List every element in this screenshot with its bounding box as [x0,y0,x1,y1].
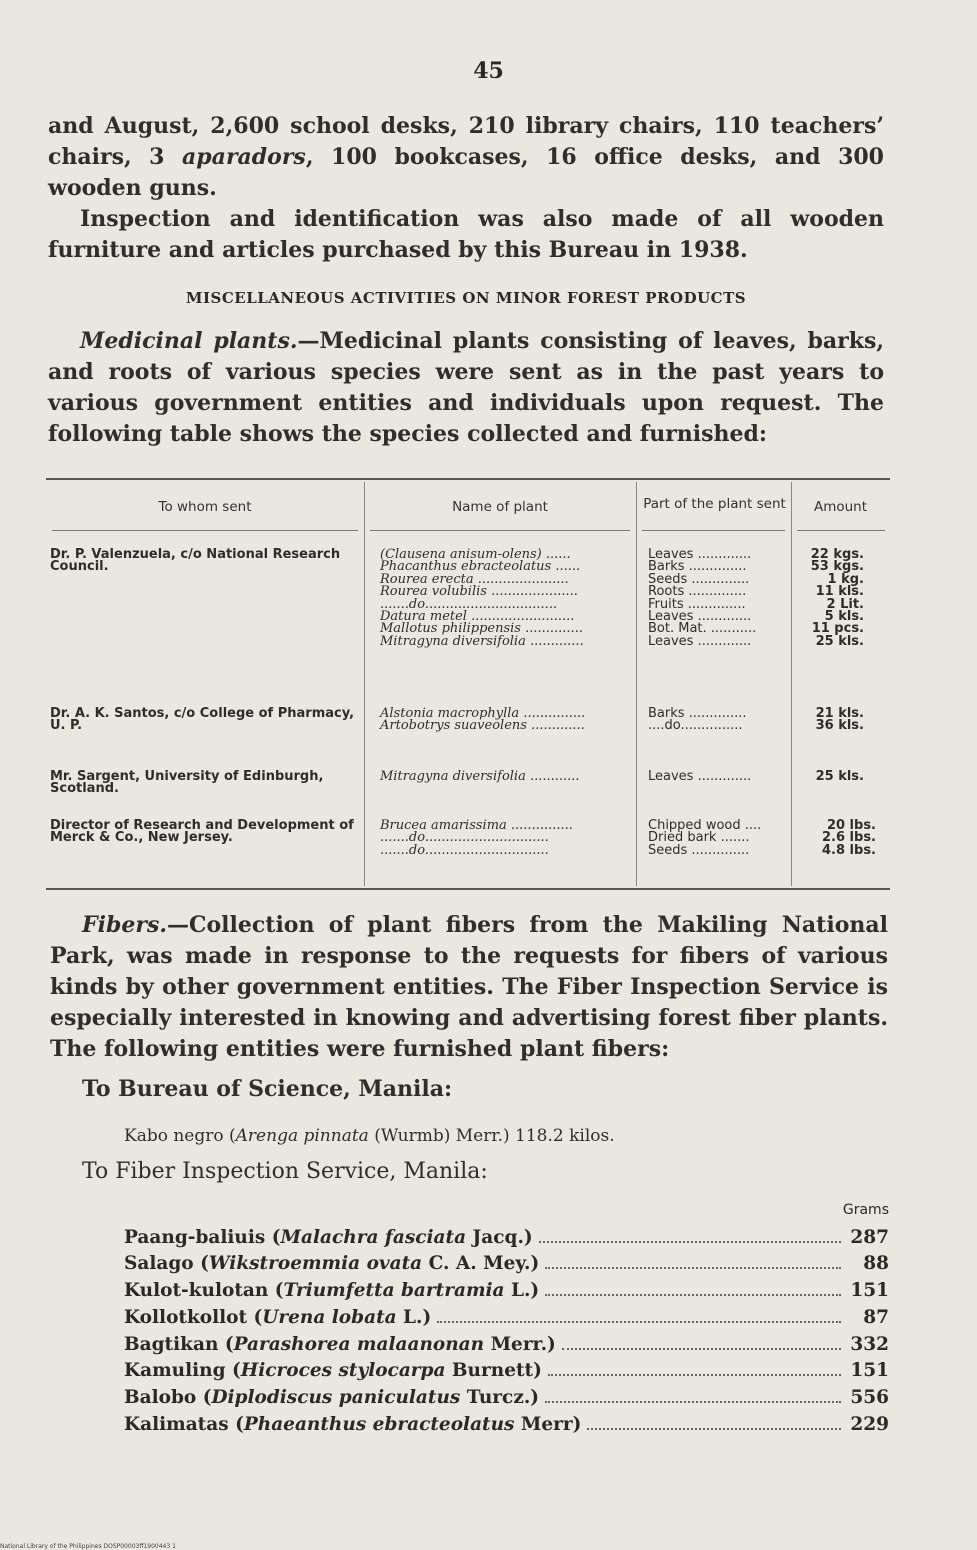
footer-text: National Library of the Philippines DOSP00003ff1900443 1 [0,1543,176,1550]
grams-value: 88 [863,1253,889,1274]
fiber-plant-name: Kamuling (Hicroces stylocarpa Burnett) [124,1360,542,1381]
parts-santos: Barks .............. ....do............... [648,706,747,734]
intro-paragraph: and August, 2,600 school desks, 210 library chairs, 110 teachers’ chairs, 3 aparadors, 100 bookcases, 16 office desks, and 300 wooden guns. [48,113,884,201]
medicinal-plants-table [46,478,890,890]
fiber-plant-name: Kulot-kulotan (Triumfetta bartramia L.) [124,1280,540,1301]
header-amount: Amount [813,499,868,515]
leader-dots [548,1374,841,1376]
grams-value: 87 [863,1307,889,1328]
grams-row [124,1227,889,1254]
parts-sargent: Leaves ............. [648,769,752,784]
fiber-plant-name: Kalimatas (Phaeanthus ebracteolatus Merr) [124,1414,582,1435]
grams-row [124,1253,889,1280]
amounts-santos: 21 kls. 36 kls. [815,706,864,734]
leader-dots [545,1294,841,1296]
section-heading: MISCELLANEOUS ACTIVITIES ON MINOR FOREST PRODUCTS [185,289,747,307]
fiber-plant-name: Kollotkollot (Urena lobata L.) [124,1307,432,1328]
header-name-of-plant: Name of plant [452,499,548,515]
inspection-paragraph: Inspection and identification was also made of all wooden furniture and articles purchased by this Bureau in 1938. [48,206,884,263]
grams-value: 151 [850,1360,889,1381]
grams-value: 556 [850,1387,889,1408]
fiber-plant-name: Bagtikan (Parashorea malaanonan Merr.) [124,1334,556,1355]
fiber-plant-name: Paang-baliuis (Malachra fasciata Jacq.) [124,1227,533,1248]
header-to-whom-sent: To whom sent [158,499,252,515]
amounts-sargent: 25 kls. [815,769,864,784]
to-bureau-heading: To Bureau of Science, Manila: [82,1076,453,1102]
fibers-paragraph: Fibers.—Collection of plant fibers from the Makiling National Park, was made in response to the requests for fibers of various kinds by other government entities. The Fiber Inspection Service is especially interested in knowing and advertising forest fiber plants. The following entities were furnished plant fibers: [50,912,888,1062]
recipient-santos: Dr. A. K. Santos, c/o College of Pharmacy, U. P. [50,706,355,734]
leader-dots [545,1401,841,1403]
leader-dots [562,1348,841,1350]
to-fiber-heading: To Fiber Inspection Service, Manila: [82,1159,488,1184]
fiber-plant-name: Salago (Wikstroemmia ovata C. A. Mey.) [124,1253,540,1274]
grams-value: 332 [850,1334,889,1355]
fiber-plant-name: Balobo (Diplodiscus paniculatus Turcz.) [124,1387,540,1408]
medicinal-paragraph: Medicinal plants.—Medicinal plants consisting of leaves, barks, and roots of various species were sent as in the past years to various government entities and individuals upon request. The following table shows the species collected and furnished: [48,328,884,447]
grams-value: 229 [850,1414,889,1435]
grams-row [124,1334,889,1361]
parts-valenzuela: Leaves ............. Barks .............. Seeds .............. Roots .............. Fruits .............. Leaves ............. Bot. Mat. ........... Leaves ............. [648,547,757,649]
amounts-merck: 20 lbs. 2.6 lbs. 4.8 lbs. [822,818,876,858]
kabo-negro-line: Kabo negro (Arenga pinnata (Wurmb) Merr.) 118.2 kilos. [124,1126,615,1146]
recipient-sargent: Mr. Sargent, University of Edinburgh, Scotland. [50,769,324,797]
grams-row [124,1307,889,1334]
leader-dots [437,1321,841,1323]
leader-dots [539,1241,841,1243]
page-number: 45 [473,58,504,84]
plants-sargent: Mitragyna diversifolia ............ [380,769,580,784]
plants-merck: Brucea amarissima ............... .......do.............................. .......do.............................. [380,818,573,858]
leader-dots [587,1428,841,1430]
leader-dots [545,1267,841,1269]
recipient-valenzuela: Dr. P. Valenzuela, c/o National Research Council. [50,547,341,575]
grams-header: Grams [842,1202,889,1218]
parts-merck: Chipped wood .... Dried bark ....... Seeds .............. [648,818,762,858]
grams-row [124,1360,889,1387]
recipient-merck: Director of Research and Development of Merck & Co., New Jersey. [50,818,354,846]
header-part-sent: Part of the plant sent [643,496,786,512]
grams-value: 151 [850,1280,889,1301]
grams-row [124,1280,889,1307]
plants-santos: Alstonia macrophylla ............... Artobotrys suaveolens ............. [380,706,586,734]
grams-row [124,1414,889,1441]
grams-row [124,1387,889,1414]
plants-valenzuela: (Clausena anisum-olens) ...... Phacanthus ebracteolatus ...... Rourea erecta ...................... Rourea volubilis ..................... .......do................................ Datura metel ......................... Mallotus philippensis .............. Mitragyna diversifolia ............. [380,547,584,649]
grams-value: 287 [850,1227,889,1248]
amounts-valenzuela: 22 kgs. 53 kgs. 1 kg. 11 kls. 2 Lit. 5 kls. 11 pcs. 25 kls. [810,547,864,649]
